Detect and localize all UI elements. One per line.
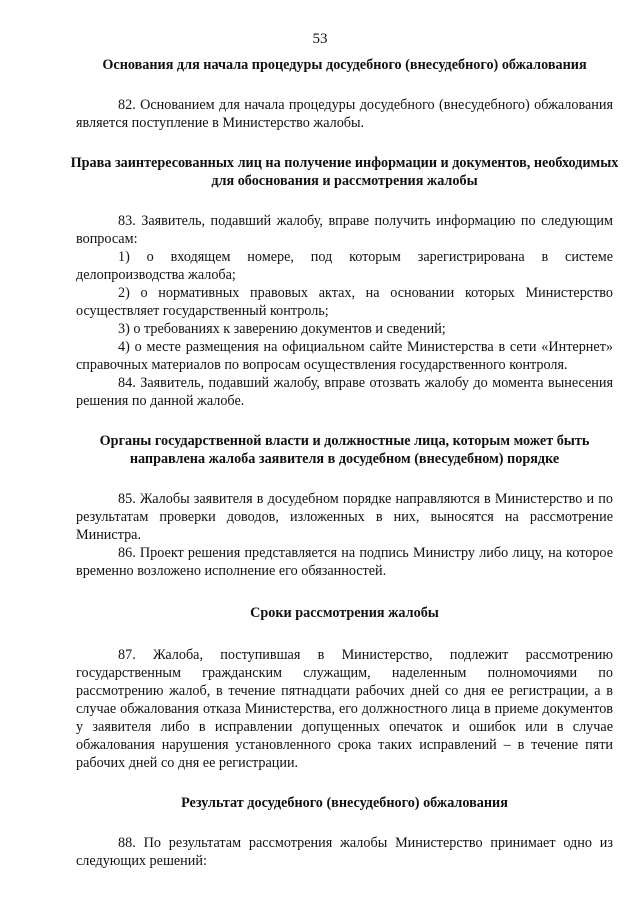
- section-heading: Основания для начала процедуры досудебного (внесудебного) обжалования: [102, 57, 587, 73]
- list-item-3: 3) о требованиях к заверению документов и сведений;: [118, 321, 446, 337]
- page-content: [70, 56, 619, 870]
- paragraph-83: 83. Заявитель, подавший жалобу, вправе получить информацию по следующим вопросам:: [76, 213, 613, 247]
- paragraph-85: 85. Жалобы заявителя в досудебном порядке направляются в Министерство и по результатам проверки доводов, изложенных в них, выносятся на рассмотрение Министра.: [76, 491, 613, 543]
- paragraph-82: 82. Основанием для начала процедуры досудебного (внесудебного) обжалования является поступление в Министерство жалобы.: [76, 97, 613, 131]
- section-heading: Результат досудебного (внесудебного) обжалования: [181, 795, 508, 811]
- paragraph-87: 87. Жалоба, поступившая в Министерство, подлежит рассмотрению государственным гражданским служащим, наделенным полномочиями по рассмотрению жалоб, в течение пятнадцати рабочих дней со дня ее регистрации, а в случае обжалования отказа Министерства, его должностного лица в приеме документов у заявителя либо в исправлении допущенных опечаток и ошибок или в случае обжалования нарушения установленного срока таких исправлений – в течение пяти рабочих дней со дня ее регистрации.: [76, 647, 613, 771]
- paragraph-86: 86. Проект решения представляется на подпись Министру либо лицу, на которое временно возложено исполнение его обязанностей.: [76, 545, 613, 579]
- section-heading: Сроки рассмотрения жалобы: [250, 605, 439, 621]
- list-item-1: 1) о входящем номере, под которым зарегистрирована в системе делопроизводства жалоба;: [76, 249, 613, 283]
- list-item-2: 2) о нормативных правовых актах, на основании которых Министерство осуществляет государственный контроль;: [76, 285, 613, 319]
- paragraph-88: 88. По результатам рассмотрения жалобы Министерство принимает одно из следующих решений:: [76, 835, 613, 869]
- page-number: 53: [312, 31, 328, 47]
- list-item-4: 4) о месте размещения на официальном сайте Министерства в сети «Интернет» справочных материалов по вопросам осуществления государственного контроля.: [76, 339, 613, 373]
- section-heading: Органы государственной власти и должностные лица, которым может быть направлена жалоба заявителя в досудебном (внесудебном) порядке: [99, 433, 590, 467]
- section-heading: Права заинтересованных лиц на получение информации и документов, необходимых для обоснования и рассмотрения жалобы: [70, 155, 619, 189]
- paragraph-84: 84. Заявитель, подавший жалобу, вправе отозвать жалобу до момента вынесения решения по данной жалобе.: [76, 375, 613, 409]
